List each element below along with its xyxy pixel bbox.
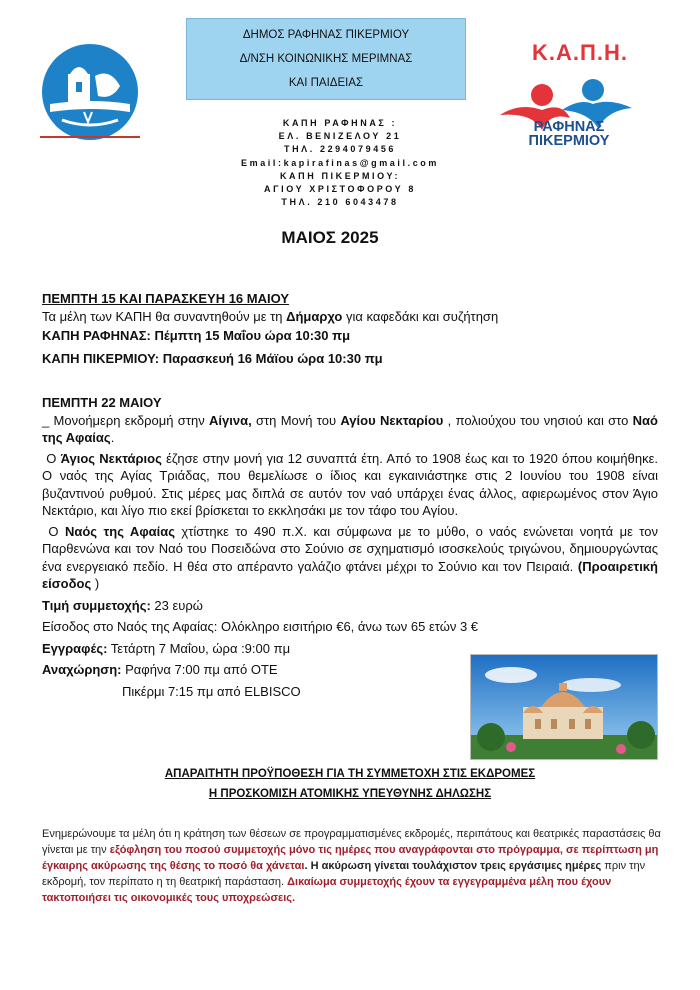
month-title: ΜΑΙΟΣ 2025: [281, 228, 379, 247]
event2-afaia-paragraph: Ο Ναός της Αφαίας χτίστηκε το 490 π.Χ. και σύμφωνα με το μύθο, ο ναός ενώνεται νοητά με τον Παρθενώνα και τον Ναό του Ποσειδώνα στο Σούνιο σε σχηματισμό ισοσκελούς τριγώνου, δημιουργώντας ένα ενεργειακό πεδίο. Η θέα στο απέραντο γαλάζιο φτάνει μέχρι το Σούνιο και τον Πειραιά. (Προαιρετική είσοδος ): [42, 523, 658, 591]
logo-underline: [40, 136, 140, 138]
event2-heading: ΠΕΜΠΤΗ 22 ΜΑΙΟΥ: [42, 395, 162, 410]
contact-line: ΑΓΙΟΥ ΧΡΙΣΤΟΦΟΡΟΥ 8: [264, 184, 416, 195]
kapi-logo-sub-2: ΠΙΚΕΡΜΙΟΥ: [528, 133, 610, 149]
event2-price: Τιμή συμμετοχής: 23 ευρώ: [42, 597, 203, 613]
header-line-3: ΚΑΙ ΠΑΙΔΕΙΑΣ: [288, 77, 364, 89]
event2-departure-2: Πικέρμι 7:15 πμ από ELBISCO: [122, 683, 301, 699]
event2-departure: Αναχώρηση: Ραφήνα 7:00 πμ από ΟΤΕ: [42, 662, 278, 677]
kapi-logo-sub-1: ΡΑΦΗΝΑΣ: [533, 119, 605, 135]
requirement-line-1: ΑΠΑΡΑΙΤΗΤΗ ΠΡΟΫΠΟΘΕΣΗ ΓΙΑ ΤΗ ΣΥΜΜΕΤΟΧΗ ΣΤΙΣ ΕΚΔΡΟΜΕΣ: [164, 768, 536, 780]
event2-intro: _ Μονοήμερη εκδρομή στην Αίγινα, στη Μονή του Αγίου Νεκταρίου , πολιούχου του νησιού και στο Ναό της Αφαίας.: [42, 412, 658, 445]
department-header: [186, 18, 466, 100]
event2-entrance: Είσοδος στο Ναός της Αφαίας: Ολόκληρο εισιτήριο €6, άνω των 65 ετών 3 €: [42, 619, 479, 634]
event2-registration: Εγγραφές: Τετάρτη 7 Μαΐου, ώρα :9:00 πμ: [42, 640, 291, 656]
requirement-line-2: Η ΠΡΟΣΚΟΜΙΣΗ ΑΤΟΜΙΚΗΣ ΥΠΕΥΘΥΝΗΣ ΔΗΛΩΣΗΣ: [208, 788, 492, 800]
event1-rafina: ΚΑΠΗ ΡΑΦΗΝΑΣ: Πέμπτη 15 Μαΐου ώρα 10:30 πμ: [42, 328, 351, 343]
header-line-1: ΔΗΜΟΣ ΡΑΦΗΝΑΣ ΠΙΚΕΡΜΙΟΥ: [242, 29, 410, 41]
event1-block: [42, 290, 658, 345]
event1-text: Τα μέλη των ΚΑΠΗ θα συναντηθούν με τη Δήμαρχο για καφεδάκι και συζήτηση: [42, 308, 499, 324]
event2-nektarios-paragraph: Ο Άγιος Νεκτάριος έζησε στην μονή για 12 συναπτά έτη. Από το 1908 έως και το 1920 όπου κοιμήθηκε. Ο ναός της Αγίας Τριάδας, που θεμελίωσε ο ίδιος και εγκαινιάστηκε στις 2 Ιουνίου του 1908 είναι βυζαντινού ρυθμού. Στις μέρες μας διπλά σε αυτόν τον ναό υπάρχει ένας άλλος, αφιερωμένος στον Άγιο Νεκτάριο, και λίγο πιο εκεί βρίσκεται το εκκλησάκι με τον τάφο του Αγίου.: [42, 450, 658, 518]
event1-heading: ΠΕΜΠΤΗ 15 ΚΑΙ ΠΑΡΑΣΚΕΥΗ 16 ΜΑΙΟΥ: [42, 291, 290, 306]
event1-pikermi: ΚΑΠΗ ΠΙΚΕΡΜΙΟΥ: Παρασκευή 16 Μάϊου ώρα 10:30 πμ: [42, 351, 383, 366]
contact-line: ΤΗΛ. 210 6043478: [281, 197, 399, 208]
contact-email[interactable]: Email:kapirafinas@gmail.com: [240, 157, 440, 168]
kapi-logo-subtitle: [494, 120, 644, 148]
contact-info: [200, 117, 480, 209]
header-line-2: Δ/ΝΣΗ ΚΟΙΝΩΝΙΚΗΣ ΜΕΡΙΜΝΑΣ: [239, 53, 413, 65]
contact-line: ΚΑΠΗ ΡΑΦΗΝΑΣ :: [282, 118, 398, 128]
kapi-logo-title: Κ.Α.Π.Η.: [532, 40, 628, 65]
contact-line: ΤΗΛ. 2294079456: [283, 144, 397, 155]
monastery-photo: [470, 654, 658, 760]
contact-line: ΕΛ. ΒΕΝΙΖΕΛΟΥ 21: [278, 131, 402, 142]
contact-line: ΚΑΠΗ ΠΙΚΕΡΜΙΟΥ:: [279, 170, 401, 181]
municipality-logo: [40, 42, 140, 142]
notice-paragraph: Ενημερώνουμε τα μέλη ότι η κράτηση των θέσεων σε προγραμματισμένες εκδρομές, περιπάτους και θεατρικές παραστάσεις θα γίνεται με την εξόφληση του ποσού συμμετοχής μόνο τις ημέρες που αναγράφονται στο πρόγραμμα, σε περίπτωση μη έγκαιρης ακύρωσης της θέσης το ποσό θα χάνεται. Η ακύρωση γίνεται τουλάχιστον τρεις εργάσιμες ημέρες πριν την εκδρομή, τον περίπατο η τη θεατρική παράσταση. Δικαίωμα συμμετοχής έχουν τα εγγεγραμμένα μέλη που έχουν τακτοποιήσει τις οικονομικές τους υποχρεώσεις.: [42, 828, 661, 904]
